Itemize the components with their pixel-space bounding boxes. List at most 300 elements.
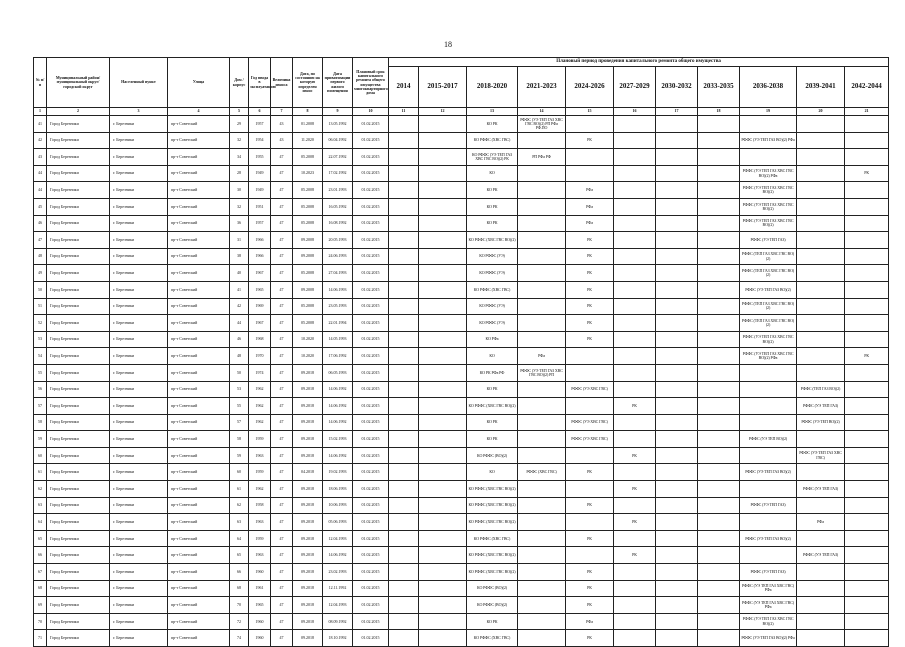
wear-date-cell: 09.2018	[293, 364, 323, 381]
repair-period-cell	[518, 232, 566, 249]
repair-period-cell	[389, 398, 419, 415]
repair-period-cell	[698, 514, 740, 531]
repair-period-cell	[419, 298, 467, 315]
year-built-cell: 1962	[249, 481, 271, 498]
municipality-cell: Город Березники	[47, 149, 110, 166]
repair-period-cell	[614, 630, 656, 647]
row-number: 54	[34, 348, 47, 365]
repair-period-cell: РК	[566, 564, 614, 581]
house-cell: 50	[230, 364, 249, 381]
repair-period-cell	[518, 564, 566, 581]
repair-period-cell	[698, 381, 740, 398]
repair-period-cell	[656, 431, 698, 448]
wear-date-cell: 09.2018	[293, 398, 323, 415]
table-row	[34, 298, 889, 315]
repair-period-cell	[419, 530, 467, 547]
repair-period-cell: РК	[614, 547, 656, 564]
street-cell: пр-т Советский	[168, 132, 230, 149]
repair-period-cell	[566, 116, 614, 133]
privatization-date-cell: 06.04.1992	[323, 132, 353, 149]
repair-period-cell: КО РФа	[467, 331, 518, 348]
repair-period-cell	[614, 364, 656, 381]
repair-period-cell: РК	[566, 132, 614, 149]
repair-period-cell	[566, 481, 614, 498]
column-number: 5	[230, 108, 249, 116]
year-built-cell: 1963	[249, 514, 271, 531]
repair-period-cell	[518, 315, 566, 332]
street-cell: пр-т Советский	[168, 597, 230, 614]
repair-period-cell	[389, 547, 419, 564]
house-cell: 42	[230, 298, 249, 315]
repair-period-cell: КО РФФС (ХВС ГВС ВО)(2)	[467, 232, 518, 249]
repair-period-cell	[419, 315, 467, 332]
repair-period-cell	[698, 414, 740, 431]
repair-period-cell	[698, 580, 740, 597]
planned-term-cell: 01.02.2015	[353, 198, 389, 215]
repair-period-cell: КО РК	[467, 381, 518, 398]
year-built-cell: 1957	[249, 116, 271, 133]
repair-period-cell: КО РК РФа РФ	[467, 364, 518, 381]
repair-period-cell	[419, 414, 467, 431]
repair-period-cell: РФа	[518, 348, 566, 365]
repair-period-cell: КО РФФС (ХВС ГВС ВО)(2)	[467, 514, 518, 531]
repair-period-cell: КО РФФС (ХВС ГВС ВО)(2)	[467, 398, 518, 415]
repair-period-cell: КО РФФС (ХВС ГВС ВО)(2)	[467, 564, 518, 581]
repair-period-cell	[566, 447, 614, 464]
repair-period-cell	[614, 497, 656, 514]
house-cell: 62	[230, 497, 249, 514]
repair-period-cell: РК	[614, 447, 656, 464]
repair-period-cell: КО РФФС (ХВС ГВС ВО)(2)	[467, 547, 518, 564]
repair-period-cell: КО РФФС (ХВС ГВС)	[467, 132, 518, 149]
municipality-cell: Город Березники	[47, 597, 110, 614]
house-cell: 48	[230, 348, 249, 365]
repair-period-cell	[698, 165, 740, 182]
column-number: 14	[518, 108, 566, 116]
repair-period-cell	[797, 298, 845, 315]
privatization-date-cell: 06.05.1993	[323, 364, 353, 381]
row-number: 51	[34, 298, 47, 315]
table-row	[34, 315, 889, 332]
repair-period-cell	[797, 497, 845, 514]
repair-period-cell: РК	[845, 165, 889, 182]
repair-period-cell	[845, 547, 889, 564]
repair-period-cell: РК	[845, 348, 889, 365]
repair-period-cell: РФФС (УЭ ТЕП ГАЗ)	[797, 547, 845, 564]
municipality-cell: Город Березники	[47, 198, 110, 215]
wear-cell: 47	[271, 464, 293, 481]
repair-period-cell	[614, 232, 656, 249]
repair-period-cell: КО РФФС (ВО)(2)	[467, 597, 518, 614]
house-cell: 60	[230, 464, 249, 481]
wear-cell: 47	[271, 514, 293, 531]
repair-period-cell	[698, 331, 740, 348]
repair-period-cell	[656, 613, 698, 630]
repair-period-cell	[656, 198, 698, 215]
repair-period-cell	[518, 530, 566, 547]
repair-period-cell	[389, 530, 419, 547]
settlement-cell: г. Березники	[110, 497, 168, 514]
repair-period-cell: КО РК	[467, 182, 518, 199]
house-cell: 34	[230, 149, 249, 166]
municipality-cell: Город Березники	[47, 481, 110, 498]
settlement-cell: г. Березники	[110, 315, 168, 332]
row-number: 56	[34, 381, 47, 398]
repair-period-cell: РФФС (УЭ ХВС ГВС)	[566, 414, 614, 431]
table-row	[34, 580, 889, 597]
table-row	[34, 116, 889, 133]
settlement-cell: г. Березники	[110, 165, 168, 182]
house-cell: 55	[230, 398, 249, 415]
row-number: 47	[34, 232, 47, 249]
house-cell: 36	[230, 215, 249, 232]
repair-period-cell	[845, 613, 889, 630]
repair-period-cell: КО РФФС (ХВС ГВС)	[467, 530, 518, 547]
repair-period-cell	[845, 381, 889, 398]
repair-period-cell	[419, 398, 467, 415]
repair-period-cell	[566, 364, 614, 381]
privatization-date-cell: 12.04.1993	[323, 597, 353, 614]
repair-period-cell	[419, 364, 467, 381]
settlement-cell: г. Березники	[110, 331, 168, 348]
repair-period-cell	[419, 447, 467, 464]
municipality-cell: Город Березники	[47, 580, 110, 597]
repair-period-cell	[614, 165, 656, 182]
wear-date-cell: 09.2018	[293, 547, 323, 564]
wear-cell: 47	[271, 547, 293, 564]
year-built-cell: 1951	[249, 198, 271, 215]
repair-period-cell	[656, 447, 698, 464]
wear-cell: 47	[271, 564, 293, 581]
repair-period-cell	[518, 132, 566, 149]
repair-period-cell	[518, 248, 566, 265]
repair-period-cell	[845, 281, 889, 298]
row-number: 48	[34, 248, 47, 265]
street-cell: пр-т Советский	[168, 481, 230, 498]
wear-date-cell: 05.2008	[293, 265, 323, 282]
row-number: 65	[34, 530, 47, 547]
capital-repair-table	[33, 57, 889, 647]
repair-period-cell	[656, 530, 698, 547]
settlement-cell: г. Березники	[110, 464, 168, 481]
house-cell: 68	[230, 580, 249, 597]
wear-date-cell: 05.2008	[293, 182, 323, 199]
repair-period-cell	[389, 381, 419, 398]
wear-date-cell: 09.2008	[293, 281, 323, 298]
repair-period-cell	[656, 132, 698, 149]
table-row	[34, 530, 889, 547]
repair-period-cell	[614, 381, 656, 398]
privatization-date-cell: 18.10.1992	[323, 630, 353, 647]
year-built-cell: 1965	[249, 281, 271, 298]
year-header: 2018-2020	[467, 67, 518, 108]
repair-period-cell	[698, 398, 740, 415]
repair-period-cell: РФа	[566, 182, 614, 199]
header-col: Улица	[168, 58, 230, 108]
repair-period-cell	[389, 447, 419, 464]
table-row	[34, 165, 889, 182]
settlement-cell: г. Березники	[110, 514, 168, 531]
planned-term-cell: 01.02.2015	[353, 630, 389, 647]
house-cell: 46	[230, 331, 249, 348]
privatization-date-cell: 16.08.1992	[323, 215, 353, 232]
header-col: Год ввода в эксплуатацию	[249, 58, 271, 108]
municipality-cell: Город Березники	[47, 431, 110, 448]
repair-period-cell	[845, 431, 889, 448]
column-number: 21	[845, 108, 889, 116]
wear-date-cell: 09.2018	[293, 447, 323, 464]
repair-period-cell	[656, 182, 698, 199]
repair-period-cell	[419, 547, 467, 564]
repair-period-cell	[614, 613, 656, 630]
house-cell: 53	[230, 381, 249, 398]
table-row	[34, 547, 889, 564]
repair-period-cell	[419, 630, 467, 647]
repair-period-cell	[656, 331, 698, 348]
year-built-cell: 1961	[249, 580, 271, 597]
privatization-date-cell: 23.01.1993	[323, 182, 353, 199]
street-cell: пр-т Советский	[168, 248, 230, 265]
repair-period-cell	[389, 431, 419, 448]
row-number: 64	[34, 514, 47, 531]
repair-period-cell: РФФС (УЭ ХВС ГВС)	[566, 381, 614, 398]
table-body	[34, 116, 889, 647]
repair-period-cell: РФФС (УЭ ТЕП ВО)(2)	[797, 414, 845, 431]
repair-period-cell	[389, 514, 419, 531]
row-number: 69	[34, 597, 47, 614]
row-number: 49	[34, 265, 47, 282]
repair-period-cell	[845, 514, 889, 531]
year-built-cell: 1959	[249, 431, 271, 448]
repair-period-cell	[389, 331, 419, 348]
municipality-cell: Город Березники	[47, 547, 110, 564]
repair-period-cell	[656, 232, 698, 249]
table-row	[34, 248, 889, 265]
repair-period-cell: РФа	[566, 198, 614, 215]
repair-period-cell: РФФС (ТЕП ГАЗ ХВС ГВС ВО)(2)	[740, 315, 797, 332]
repair-period-cell	[518, 298, 566, 315]
repair-period-cell	[656, 165, 698, 182]
wear-cell: 47	[271, 431, 293, 448]
repair-period-cell	[845, 116, 889, 133]
repair-period-cell	[419, 116, 467, 133]
municipality-cell: Город Березники	[47, 281, 110, 298]
column-number: 11	[389, 108, 419, 116]
repair-period-cell	[698, 298, 740, 315]
wear-date-cell: 09.2018	[293, 431, 323, 448]
table-row	[34, 198, 889, 215]
repair-period-cell: КО РФФС (ХВС ГВС)	[467, 630, 518, 647]
repair-period-cell	[698, 182, 740, 199]
house-cell: 63	[230, 514, 249, 531]
repair-period-cell	[656, 348, 698, 365]
municipality-cell: Город Березники	[47, 265, 110, 282]
repair-period-cell: РК	[614, 514, 656, 531]
year-header: 2015-2017	[419, 67, 467, 108]
repair-period-cell	[845, 132, 889, 149]
repair-period-cell	[845, 149, 889, 166]
repair-period-cell	[518, 447, 566, 464]
repair-period-cell	[518, 481, 566, 498]
repair-period-cell	[698, 149, 740, 166]
repair-period-cell: КО РФФС (ВО)(2)	[467, 447, 518, 464]
repair-period-cell	[614, 414, 656, 431]
repair-period-cell	[419, 149, 467, 166]
wear-cell: 43	[271, 132, 293, 149]
year-built-cell: 1965	[249, 597, 271, 614]
street-cell: пр-т Советский	[168, 414, 230, 431]
repair-period-cell: КО РФФС (ВО)(2)	[467, 580, 518, 597]
table-row	[34, 182, 889, 199]
house-cell: 57	[230, 414, 249, 431]
repair-period-cell: КО РК	[467, 116, 518, 133]
row-number: 44	[34, 165, 47, 182]
table-row	[34, 398, 889, 415]
street-cell: пр-т Советский	[168, 331, 230, 348]
repair-period-cell: РК	[566, 298, 614, 315]
column-number: 7	[271, 108, 293, 116]
repair-period-cell	[698, 464, 740, 481]
year-built-cell: 1962	[249, 414, 271, 431]
settlement-cell: г. Березники	[110, 298, 168, 315]
privatization-date-cell: 27.04.1993	[323, 265, 353, 282]
year-built-cell: 1967	[249, 315, 271, 332]
repair-period-cell	[698, 232, 740, 249]
repair-period-cell: РФФС (УЭ ТЕП ГАЗ ХВС ГВС ВО)(2) РП	[518, 364, 566, 381]
wear-cell: 47	[271, 597, 293, 614]
house-cell: 44	[230, 315, 249, 332]
repair-period-cell: РФФС (УЭ ТЕП ГАЗ ХВС ГВС ВО)(2)	[740, 331, 797, 348]
municipality-cell: Город Березники	[47, 564, 110, 581]
repair-period-cell: РФФС (УЭ ТЕП ГАЗ ХВС ГВС ВО)(2) РП РФа РФ.ПО	[518, 116, 566, 133]
house-cell: 61	[230, 481, 249, 498]
wear-date-cell: 09.2018	[293, 630, 323, 647]
repair-period-cell: РФФС (УЭ ТЕП ГАЗ ХВС ГВС ВО)(2)	[740, 215, 797, 232]
repair-period-cell	[614, 530, 656, 547]
repair-period-cell	[518, 514, 566, 531]
repair-period-cell	[845, 298, 889, 315]
wear-date-cell: 09.2018	[293, 613, 323, 630]
repair-period-cell	[614, 215, 656, 232]
row-number: 60	[34, 447, 47, 464]
repair-period-cell	[797, 315, 845, 332]
planned-term-cell: 01.02.2015	[353, 514, 389, 531]
repair-period-cell	[845, 497, 889, 514]
year-header: 2030-2032	[656, 67, 698, 108]
planned-term-cell: 01.02.2015	[353, 116, 389, 133]
repair-period-cell	[656, 514, 698, 531]
house-cell: 66	[230, 564, 249, 581]
repair-period-cell	[614, 580, 656, 597]
repair-period-cell	[614, 132, 656, 149]
repair-period-cell	[740, 447, 797, 464]
repair-period-cell	[614, 564, 656, 581]
municipality-cell: Город Березники	[47, 398, 110, 415]
repair-period-cell	[614, 182, 656, 199]
privatization-date-cell: 14.06.1992	[323, 398, 353, 415]
house-cell: 28	[230, 165, 249, 182]
street-cell: пр-т Советский	[168, 165, 230, 182]
repair-period-cell	[845, 564, 889, 581]
repair-period-cell	[845, 447, 889, 464]
header-row-top	[34, 58, 889, 67]
repair-period-cell	[845, 630, 889, 647]
wear-cell: 47	[271, 613, 293, 630]
street-cell: пр-т Советский	[168, 116, 230, 133]
repair-period-cell	[656, 564, 698, 581]
repair-period-cell	[518, 580, 566, 597]
house-cell: 29	[230, 116, 249, 133]
year-built-cell: 1959	[249, 530, 271, 547]
year-built-cell: 1959	[249, 464, 271, 481]
year-header: 2039-2041	[797, 67, 845, 108]
repair-period-cell: КО РФФС (УЭ)	[467, 265, 518, 282]
year-header: 2027-2029	[614, 67, 656, 108]
repair-period-cell	[740, 514, 797, 531]
repair-period-cell: КО РФФС (ХВС ГВС ВО)(2)	[467, 481, 518, 498]
repair-period-cell	[389, 149, 419, 166]
repair-period-cell: РК	[566, 464, 614, 481]
year-built-cell: 1968	[249, 331, 271, 348]
repair-period-cell: РФа	[566, 613, 614, 630]
municipality-cell: Город Березники	[47, 447, 110, 464]
municipality-cell: Город Березники	[47, 414, 110, 431]
repair-period-cell: РФФС (УЭ ТЕП ГАЗ ХВС ГВС)	[797, 447, 845, 464]
planned-term-cell: 01.02.2015	[353, 564, 389, 581]
settlement-cell: г. Березники	[110, 248, 168, 265]
settlement-cell: г. Березники	[110, 265, 168, 282]
repair-period-cell	[656, 298, 698, 315]
table-row	[34, 497, 889, 514]
table-row	[34, 431, 889, 448]
repair-period-cell: РФФС (УЭ ТЕП ГАЗ ХВС ГВС) РФа	[740, 597, 797, 614]
repair-period-cell: РФа	[797, 514, 845, 531]
repair-period-cell	[797, 132, 845, 149]
column-number: 17	[656, 108, 698, 116]
privatization-date-cell: 24.06.1993	[323, 248, 353, 265]
privatization-date-cell: 18.06.1993	[323, 481, 353, 498]
wear-cell: 47	[271, 232, 293, 249]
row-number: 70	[34, 613, 47, 630]
privatization-date-cell: 12.11.1992	[323, 580, 353, 597]
table-row	[34, 447, 889, 464]
row-number: 53	[34, 331, 47, 348]
header-col: № п/п	[34, 58, 47, 108]
repair-period-cell: КО	[467, 165, 518, 182]
repair-period-cell	[845, 331, 889, 348]
repair-period-cell	[698, 348, 740, 365]
repair-period-cell	[518, 215, 566, 232]
repair-period-cell	[389, 298, 419, 315]
repair-period-cell	[845, 464, 889, 481]
repair-period-cell	[614, 149, 656, 166]
repair-period-cell	[419, 265, 467, 282]
repair-period-cell	[419, 198, 467, 215]
column-number: 8	[293, 108, 323, 116]
table-row	[34, 381, 889, 398]
column-number: 2	[47, 108, 110, 116]
repair-period-cell	[614, 198, 656, 215]
settlement-cell: г. Березники	[110, 198, 168, 215]
row-number: 71	[34, 630, 47, 647]
repair-period-cell	[656, 116, 698, 133]
house-cell: 30	[230, 182, 249, 199]
column-number: 18	[698, 108, 740, 116]
column-number: 19	[740, 108, 797, 116]
column-number: 10	[353, 108, 389, 116]
planned-term-cell: 01.02.2015	[353, 364, 389, 381]
repair-period-cell	[419, 597, 467, 614]
